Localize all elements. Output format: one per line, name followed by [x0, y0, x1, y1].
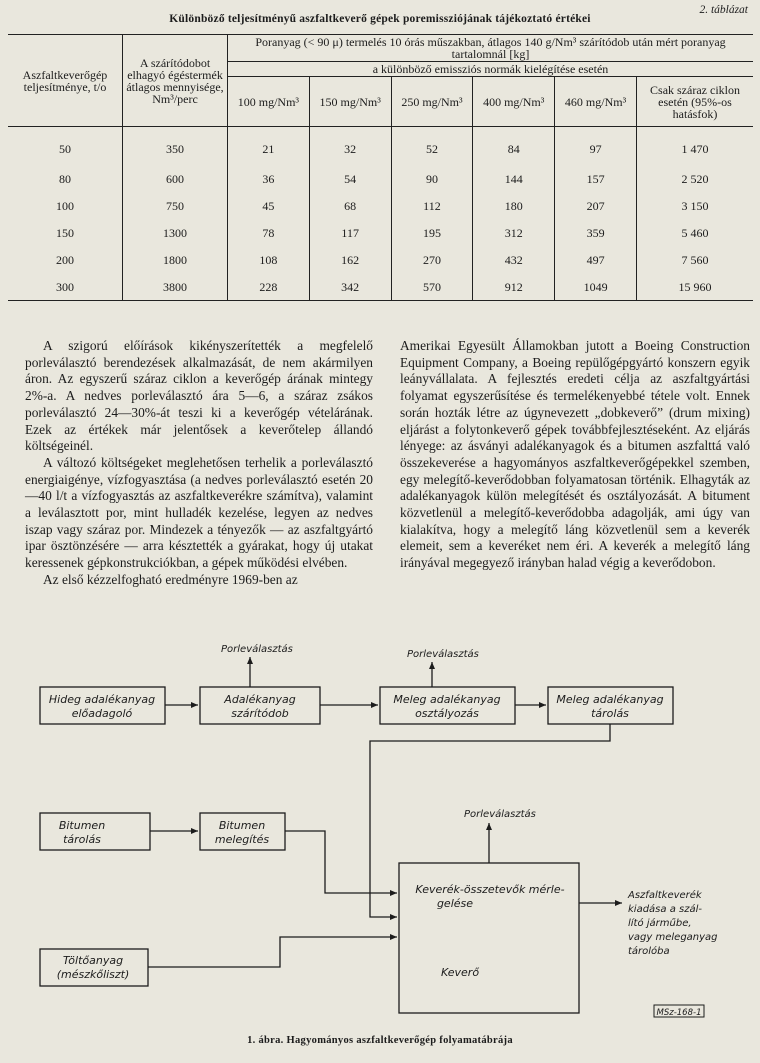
table-cell: 36: [228, 165, 310, 192]
table-row: [8, 127, 753, 166]
table-cell: 497: [555, 246, 637, 273]
box-hot-screening-line2: osztályozás: [415, 707, 479, 720]
table-cell: 750: [123, 192, 228, 219]
table-cell: 90: [391, 165, 473, 192]
output-line4: vagy meleganyag: [628, 932, 718, 943]
table-row: [8, 192, 753, 219]
table-cell: 359: [555, 219, 637, 246]
table-row: [8, 165, 753, 192]
table-cell: 2 520: [637, 165, 754, 192]
table-cell: 180: [473, 192, 555, 219]
output-line3: lító járműbe,: [628, 918, 692, 929]
table-cell: 45: [228, 192, 310, 219]
header-100: 100 mg/Nm³: [228, 77, 310, 127]
table-row: [8, 246, 753, 273]
table-cell: 5 460: [637, 219, 754, 246]
table-cell: 32: [309, 127, 391, 166]
table-number: 2. táblázat: [699, 4, 748, 16]
text-column-left: [25, 338, 373, 589]
process-flow-diagram: [0, 635, 760, 1035]
box-cold-aggregate-line2: előadagoló: [71, 707, 133, 720]
table-cell: 3 150: [637, 192, 754, 219]
table-cell: 3800: [123, 273, 228, 301]
table-cell: 432: [473, 246, 555, 273]
table-cell: 1049: [555, 273, 637, 301]
box-hot-screening-line1: Meleg adalékanyag: [393, 693, 501, 706]
stamp-label: MSz-168-1: [656, 1008, 702, 1018]
table-cell: 78: [228, 219, 310, 246]
header-gas-volume: A szárítódobot elhagyó égéstermék átlagos mennyisége, Nm³/perc: [123, 35, 228, 127]
paragraph: Amerikai Egyesült Államokban jutott a Boeing Construction Equipment Company, a Boeing repülőgépgyártó konszern egyik leányvállalata. A fejlesztés eredeti célja az aszfaltgyártási folyamat egyszerűsítése és termelékenyebbé tétele volt. Ennek során hozták létre az úgynevezett „dobkeverő” (drum mixing) eljárást a folytonkeverő gépek továbbfejlesztéseként. Az eljárás lényege: az ásványi adalékanyagok és a bitumen aszfalttá való összekeverése a hagyományos aszfaltkeverőgépekkel szemben, egy melegítő-keverődobban folyamatosan történik. Elhagyták az adalékanyagok külön melegítését és osztályozását. A bitument közvetlenül a melegítő-keverődobba adagolják, ami úgy van kialakítva, hogy a melegítő láng közvetlenül sem a keverék elemeit, sem a keveréket nem éri. A keverék a melegítő láng irányával megegyező irányban halad végig a keverődobon.: [400, 338, 750, 571]
table-cell: 21: [228, 127, 310, 166]
table-cell: 68: [309, 192, 391, 219]
box-hot-storage-line2: tárolás: [591, 707, 629, 720]
table-cell: 52: [391, 127, 473, 166]
box-filler-line1: Töltőanyag: [62, 954, 124, 967]
table-cell: 600: [123, 165, 228, 192]
table-cell: 312: [473, 219, 555, 246]
table-cell: 54: [309, 165, 391, 192]
table-row: [8, 219, 753, 246]
table-cell: 228: [228, 273, 310, 301]
table-cell: 162: [309, 246, 391, 273]
mixer-label: Keverő: [440, 966, 480, 979]
table-cell: 195: [391, 219, 473, 246]
table-cell: 108: [228, 246, 310, 273]
header-group-sub: a különböző emissziós normák kielégítése esetén: [228, 62, 754, 77]
text-column-right: [400, 338, 750, 572]
output-line1: Aszfaltkeverék: [628, 890, 702, 901]
box-bitumen-storage-line2: tárolás: [63, 833, 101, 846]
header-250: 250 mg/Nm³: [391, 77, 473, 127]
emission-table: [8, 34, 753, 301]
table-cell: 150: [8, 219, 123, 246]
header-150: 150 mg/Nm³: [309, 77, 391, 127]
table-cell: 342: [309, 273, 391, 301]
header-capacity: Aszfaltkeverőgép teljesítménye, t/o: [8, 35, 123, 127]
box-dryer-drum-line2: szárítódob: [231, 707, 289, 720]
mixer-weighing-line2: gelése: [436, 897, 474, 910]
table-cell: 570: [391, 273, 473, 301]
table-cell: 117: [309, 219, 391, 246]
table-cell: 270: [391, 246, 473, 273]
table-cell: 80: [8, 165, 123, 192]
label-dust-separation-3: Porleválasztás: [464, 809, 536, 820]
figure-caption: 1. ábra. Hagyományos aszfaltkeverőgép folyamatábrája: [247, 1035, 513, 1046]
table-cell: 1800: [123, 246, 228, 273]
header-460: 460 mg/Nm³: [555, 77, 637, 127]
table-cell: 50: [8, 127, 123, 166]
table-cell: 144: [473, 165, 555, 192]
paragraph: Az első kézzelfogható eredményre 1969-ben az: [43, 571, 298, 587]
table-cell: 15 960: [637, 273, 754, 301]
table-cell: 300: [8, 273, 123, 301]
table-cell: 157: [555, 165, 637, 192]
header-group-top: Poranyag (< 90 μ) termelés 10 órás műszakban, átlagos 140 g/Nm³ szárítódob után mért poranyag tartalomnál [kg]: [228, 35, 754, 62]
table-cell: 1 470: [637, 127, 754, 166]
header-400: 400 mg/Nm³: [473, 77, 555, 127]
box-cold-aggregate-line1: Hideg adalékanyag: [48, 693, 156, 706]
box-bitumen-heating-line1: Bitumen: [218, 819, 266, 832]
box-filler-line2: (mészkőliszt): [56, 968, 130, 981]
table-title: Különböző teljesítményű aszfaltkeverő gépek poremissziójának tájékoztató értékei: [169, 13, 591, 25]
table-cell: 200: [8, 246, 123, 273]
table-cell: 1300: [123, 219, 228, 246]
table-cell: 350: [123, 127, 228, 166]
box-hot-storage-line1: Meleg adalékanyag: [556, 693, 664, 706]
label-dust-separation-1: Porleválasztás: [221, 644, 293, 655]
table-cell: 100: [8, 192, 123, 219]
table-row: [8, 273, 753, 301]
table-cell: 207: [555, 192, 637, 219]
mixer-weighing-line1: Keverék-összetevők mérle-: [415, 883, 565, 896]
paragraph: A szigorú előírások kikényszerítették a megfelelő porleválasztó berendezések alkalmazását, de nem akármilyen áron. Az egyszerű száraz ciklon a keverőgép árának mintegy 2%-a. A nedves porleválasztó ára 5—6, a száraz zsákos porleválasztó 24—30%-át teszi ki a keverőgép vételárának. Ezek az értékek már jelentősek a keverőtelep állandó költségeinél.: [25, 338, 373, 454]
label-dust-separation-2: Porleválasztás: [407, 649, 479, 660]
table-cell: 97: [555, 127, 637, 166]
table-cell: 84: [473, 127, 555, 166]
output-line2: kiadása a szál-: [628, 904, 702, 915]
table-cell: 112: [391, 192, 473, 219]
box-dryer-drum-line1: Adalékanyag: [224, 693, 296, 706]
box-bitumen-heating-line2: melegítés: [214, 833, 270, 846]
box-bitumen-storage-line1: Bitumen: [58, 819, 106, 832]
header-dry-cyclone: Csak száraz ciklon esetén (95%-os hatásfok): [637, 77, 754, 127]
table-cell: 7 560: [637, 246, 754, 273]
output-line5: tárolóba: [628, 946, 670, 957]
paragraph: A változó költségeket meglehetősen terhelik a porleválasztó energiaigénye, vízfogyasztása (a nedves porleválasztó esetén 20—40 l/t a vízfogyasztás az aszfaltkeverékre számítva), valamint a leválasztott por, mint hulladék kezelése, legyen az nedves iszap vagy száraz por. Mindezek a tényezők — az aszfaltgyártó ipar ösztönzésére — arra késztették a gyárakat, hogy új utakat keressenek gépkonstrukciókban, a gépek működési elvében.: [25, 454, 373, 571]
table-cell: 912: [473, 273, 555, 301]
